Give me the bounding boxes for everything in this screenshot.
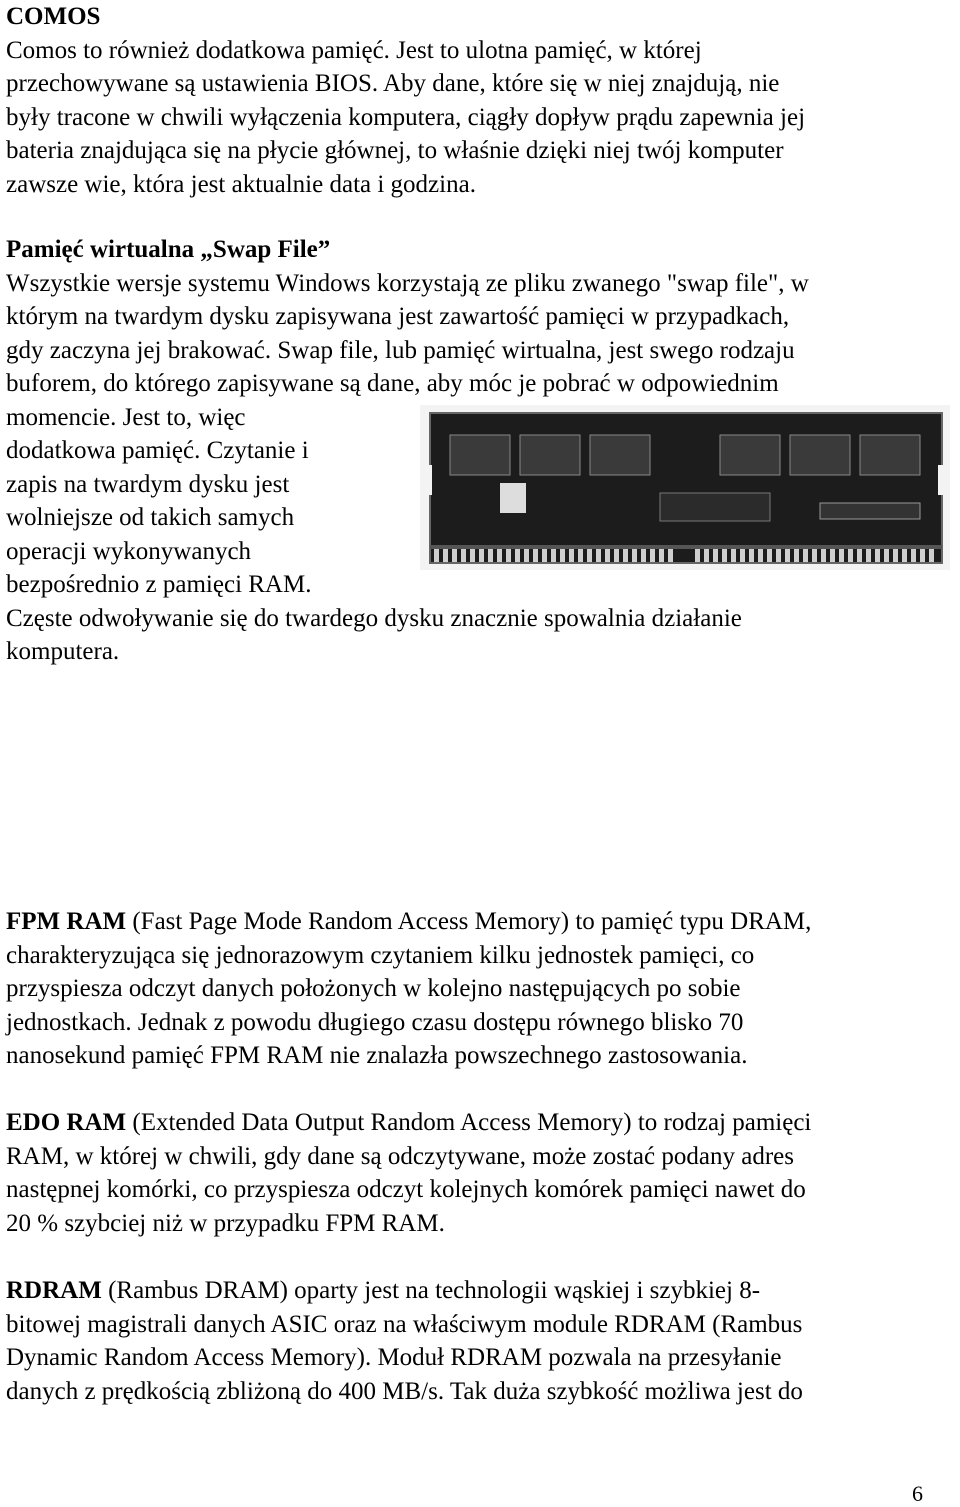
module-contact-pin: [560, 549, 565, 562]
rdram-line-1: bitowej magistrali danych ASIC oraz na właściwym module RDRAM (Rambus: [6, 1310, 803, 1338]
module-contact-pin: [758, 549, 763, 562]
swap-wrap-line-5: operacji wykonywanych: [6, 537, 252, 565]
rdram-first-line: (Rambus DRAM) oparty jest na technologii wąskiej i szybkiej 8-: [101, 1277, 761, 1304]
swap-line-1: Wszystkie wersje systemu Windows korzystają ze pliku zwanego "swap file", w: [6, 269, 809, 297]
module-contact-pin: [920, 549, 925, 562]
edo-line-2: następnej komórki, co przyspiesza odczyt kolejnych komórek pamięci nawet do: [6, 1176, 806, 1203]
module-contact-pin: [776, 549, 781, 562]
module-contact-pin: [704, 549, 709, 562]
edo-line-3: 20 % szybciej niż w przypadku FPM RAM.: [6, 1209, 445, 1237]
module-contact-pin: [893, 549, 898, 562]
module-contact-pin: [812, 549, 817, 562]
module-contact-pin: [434, 549, 439, 562]
fpm-line-1: charakteryzująca się jednorazowym czytaniem kilku jednostek pamięci, co: [6, 941, 755, 969]
module-contact-pin: [884, 549, 889, 562]
comos-section: [6, 0, 956, 201]
swap-wrap-line-4: wolniejsze od takich samych: [6, 504, 295, 531]
rdram-section: [6, 1274, 956, 1408]
module-contact-pin: [470, 549, 475, 562]
module-contact-pin: [605, 549, 610, 562]
module-contact-pin: [587, 549, 592, 562]
comos-line-1: Comos to również dodatkowa pamięć. Jest to ulotna pamięć, w której: [6, 36, 702, 64]
module-contact-pin: [488, 549, 493, 562]
rdram-term: RDRAM: [6, 1277, 102, 1304]
swap-line-2: którym na twardym dysku zapisywana jest zawartość pamięci w przypadkach,: [6, 303, 790, 330]
comos-line-2: przechowywane są ustawienia BIOS. Aby dane, które się w niej znajdują, nie: [6, 70, 780, 97]
module-contact-pin: [902, 549, 907, 562]
module-contact-pin: [569, 549, 574, 562]
module-contact-pin: [794, 549, 799, 562]
module-contact-pin: [614, 549, 619, 562]
edo-section: [6, 1106, 956, 1240]
fpm-line-3: jednostkach. Jednak z powodu długiego czasu dostępu równego blisko 70: [6, 1008, 744, 1036]
module-contact-pin: [929, 549, 934, 562]
module-contact-pin: [461, 549, 466, 562]
swap-heading: Pamięć wirtualna „Swap File”: [6, 236, 331, 263]
fpm-term: FPM RAM: [6, 908, 127, 935]
swap-wrap-line-2: dodatkowa pamięć. Czytanie i: [6, 437, 309, 464]
module-contact-pin: [551, 549, 556, 562]
page-number: 6: [912, 1481, 923, 1506]
swap-after-line-2: komputera.: [6, 638, 120, 665]
comos-heading: COMOS: [6, 3, 101, 30]
module-contact-pin: [821, 549, 826, 562]
module-contact-pin: [803, 549, 808, 562]
rdram-line-3: danych z prędkością zbliżoną do 400 MB/s. Tak duża szybkość możliwa jest do: [6, 1377, 803, 1405]
module-contact-pin: [515, 549, 520, 562]
module-contact-pin: [533, 549, 538, 562]
comos-line-5: zawsze wie, która jest aktualnie data i godzina.: [6, 170, 476, 198]
swap-wrap-line-6: bezpośrednio z pamięci RAM.: [6, 571, 312, 598]
module-contact-pin: [740, 549, 745, 562]
module-contact-pin: [857, 549, 862, 562]
module-contact-pin: [695, 549, 700, 562]
module-contact-pin: [839, 549, 844, 562]
module-contact-pin: [659, 549, 664, 562]
fpm-section: [6, 905, 956, 1073]
fpm-first-line: (Fast Page Mode Random Access Memory) to pamięć typu DRAM,: [126, 908, 812, 935]
module-contact-pin: [641, 549, 646, 562]
comos-line-4: bateria znajdująca się na płycie głównej, to właśnie dzięki niej twój komputer: [6, 137, 784, 164]
module-contact-pin: [542, 549, 547, 562]
edo-first-line: (Extended Data Output Random Access Memory) to rodzaj pamięci: [126, 1109, 812, 1136]
module-contact-pin: [713, 549, 718, 562]
swap-wrap-line-1: momencie. Jest to, więc: [6, 403, 246, 431]
module-contact-pin: [767, 549, 772, 562]
fpm-line-2: przyspiesza odczyt danych położonych w kolejno następujących po sobie: [6, 975, 741, 1002]
module-contact-pin: [524, 549, 529, 562]
module-contact-pin: [785, 549, 790, 562]
module-contact-pin: [722, 549, 727, 562]
module-contact-pin: [443, 549, 448, 562]
module-contact-pin: [749, 549, 754, 562]
module-contact-pin: [875, 549, 880, 562]
memory-module-image: [420, 405, 950, 570]
module-contact-pin: [668, 549, 673, 562]
module-contact-pin: [866, 549, 871, 562]
swap-line-3: gdy zaczyna jej brakować. Swap file, lub pamięć wirtualna, jest swego rodzaju: [6, 336, 795, 364]
module-contact-pin: [623, 549, 628, 562]
comos-line-3: były tracone w chwili wyłączenia komputera, ciągły dopływ prądu zapewnia jej: [6, 103, 806, 131]
swap-wrap-line-3: zapis na twardym dysku jest: [6, 470, 290, 498]
edo-term: EDO RAM: [6, 1109, 127, 1136]
module-contact-pin: [452, 549, 457, 562]
module-contact-pin: [731, 549, 736, 562]
module-contact-pin: [497, 549, 502, 562]
module-contact-pin: [578, 549, 583, 562]
module-contact-pin: [596, 549, 601, 562]
module-contact-pin: [632, 549, 637, 562]
edo-line-1: RAM, w której w chwili, gdy dane są odczytywane, może zostać podany adres: [6, 1142, 794, 1170]
fpm-line-4: nanosekund pamięć FPM RAM nie znalazła powszechnego zastosowania.: [6, 1042, 748, 1069]
swap-line-4: buforem, do którego zapisywane są dane, aby móc je pobrać w odpowiednim: [6, 370, 779, 397]
module-contact-pin: [650, 549, 655, 562]
module-contact-pin: [830, 549, 835, 562]
module-contact-pin: [911, 549, 916, 562]
module-contact-pin: [848, 549, 853, 562]
swap-after-line-1: Częste odwoływanie się do twardego dysku znacznie spowalnia działanie: [6, 604, 742, 632]
module-contact-pin: [506, 549, 511, 562]
rdram-line-2: Dynamic Random Access Memory). Moduł RDRAM pozwala na przesyłanie: [6, 1344, 782, 1371]
module-contact-pin: [479, 549, 484, 562]
